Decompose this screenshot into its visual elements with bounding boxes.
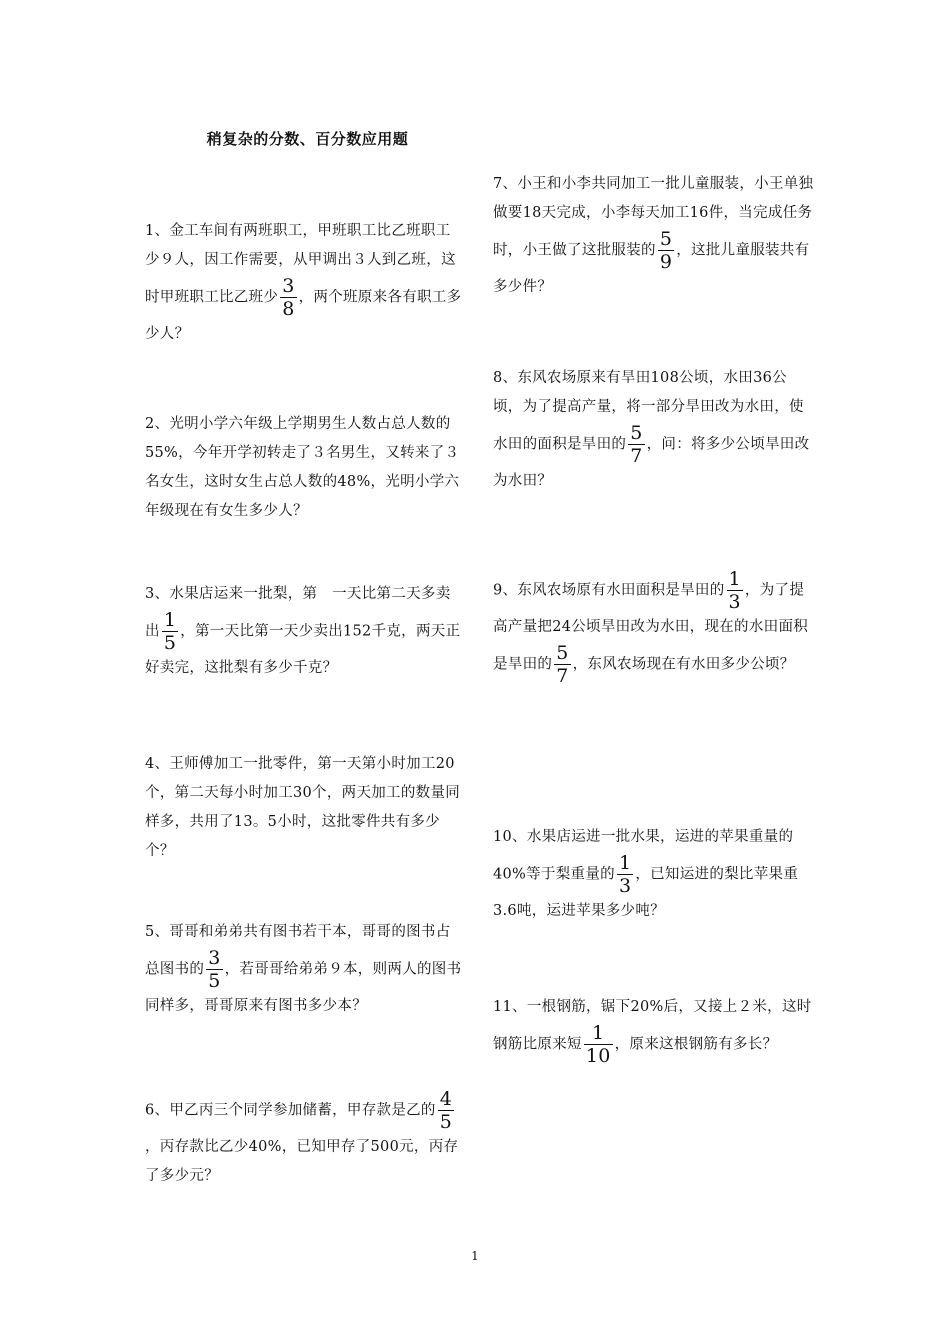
numerator: 1	[163, 609, 177, 631]
problem-text: ，原来这根钢筋有多长？	[614, 1036, 778, 1053]
problem-text: 9、东风农场原有水田面积是旱田的	[493, 582, 725, 599]
denominator: 8	[282, 298, 295, 320]
fraction	[628, 422, 644, 467]
problem-8	[493, 364, 815, 496]
fraction	[584, 1022, 613, 1067]
fraction	[617, 852, 633, 897]
denominator: 10	[585, 1045, 611, 1067]
problem-text: ，这批儿童服装共有多少件？	[493, 242, 810, 295]
problem-text: ，两个班原来各有职工多少人？	[145, 289, 462, 342]
denominator: 9	[659, 251, 673, 273]
numerator: 1	[618, 852, 632, 874]
numerator: 1	[728, 568, 741, 590]
problem-text: 2、光明小学六年级上学期男生人数占总人数的55%，今年开学初转走了３名男生，又转来了３名女生，这时女生占总人数的48%，光明小学六年级现在有女生多少人？	[145, 416, 460, 519]
denominator: 5	[439, 1111, 453, 1133]
problem-text: ，问：将多少公顷旱田改为水田？	[493, 436, 810, 489]
numerator: 5	[556, 642, 569, 664]
fraction	[438, 1088, 454, 1133]
numerator: 3	[208, 947, 221, 969]
numerator: 4	[439, 1088, 453, 1110]
problem-text: ，丙存款比乙少40%，已知甲存了500元，丙存了多少元？	[145, 1139, 459, 1184]
problem-text: 1、金工车间有两班职工，甲班职工比乙班职工少９人，因工作需要，从甲调出３人到乙班，这时甲班职工比乙班少	[145, 223, 456, 306]
problem-text: 7、小王和小李共同加工一批儿童服装，小王单独做要18天完成，小李每天加工16件，当完成任务时，小王做了这批服装的	[493, 176, 814, 259]
problem-text: ，已知运进的梨比苹果重3.6吨，运进苹果多少吨？	[493, 866, 799, 919]
fraction	[658, 228, 674, 273]
numerator: 5	[630, 422, 643, 444]
page-number: 1	[471, 1249, 479, 1263]
denominator: 3	[618, 875, 632, 897]
problem-5	[145, 918, 463, 1021]
problem-text: 11、一根钢筋，锯下20%后，又接上２米，这时钢筋比原来短	[493, 999, 812, 1053]
denominator: 7	[630, 445, 643, 467]
problem-text: 4、王师傅加工一批零件，第一天第小时加工20个，第二天每小时加工30个，两天加工的数量同样多，共用了13。5小时，这批零件共有多少个？	[145, 756, 461, 859]
problem-text: ，若哥哥给弟弟９本，则两人的图书同样多，哥哥原来有图书多少本？	[145, 961, 462, 1014]
numerator: 1	[584, 1022, 613, 1045]
problem-10	[493, 823, 815, 926]
problem-2	[145, 410, 463, 526]
numerator: 5	[659, 228, 673, 250]
problem-1	[145, 217, 463, 349]
problem-text: ，第一天比第一天少卖出152千克，两天正好卖完，这批梨有多少千克？	[145, 623, 461, 676]
fraction	[280, 275, 296, 320]
problem-text: 3、水果店运来一批梨，第 一天比第二天多卖出	[145, 586, 451, 640]
problem-7	[493, 170, 815, 302]
fraction	[206, 947, 222, 992]
denominator: 3	[728, 591, 741, 613]
denominator: 5	[163, 632, 177, 654]
fraction	[727, 568, 743, 613]
problem-text: ，东风农场现在有水田多少公顷？	[572, 656, 795, 673]
problem-text: 6、甲乙丙三个同学参加储蓄，甲存款是乙的	[145, 1102, 436, 1119]
fraction	[554, 642, 570, 687]
fraction	[162, 609, 178, 654]
problem-6	[145, 1088, 463, 1191]
page-title: 稍复杂的分数、百分数应用题	[206, 130, 409, 148]
problem-text: 10、水果店运进一批水果，运进的苹果重量的40%等于梨重量的	[493, 829, 794, 883]
numerator: 3	[282, 275, 295, 297]
problem-3	[145, 580, 463, 683]
problem-4	[145, 750, 463, 866]
denominator: 5	[208, 970, 221, 992]
problem-11	[493, 993, 815, 1067]
problem-text: ，为了提高产量把24公顷旱田改为水田，现在的水田面积是旱田的	[493, 582, 809, 673]
problem-text: 8、东风农场原来有旱田108公顷，水田36公顷，为了提高产量，将一部分旱田改为水田，使水田的面积是旱田的	[493, 370, 804, 453]
denominator: 7	[556, 665, 569, 687]
problem-9	[493, 568, 815, 687]
problem-text: 5、哥哥和弟弟共有图书若干本，哥哥的图书占总图书的	[145, 924, 451, 978]
